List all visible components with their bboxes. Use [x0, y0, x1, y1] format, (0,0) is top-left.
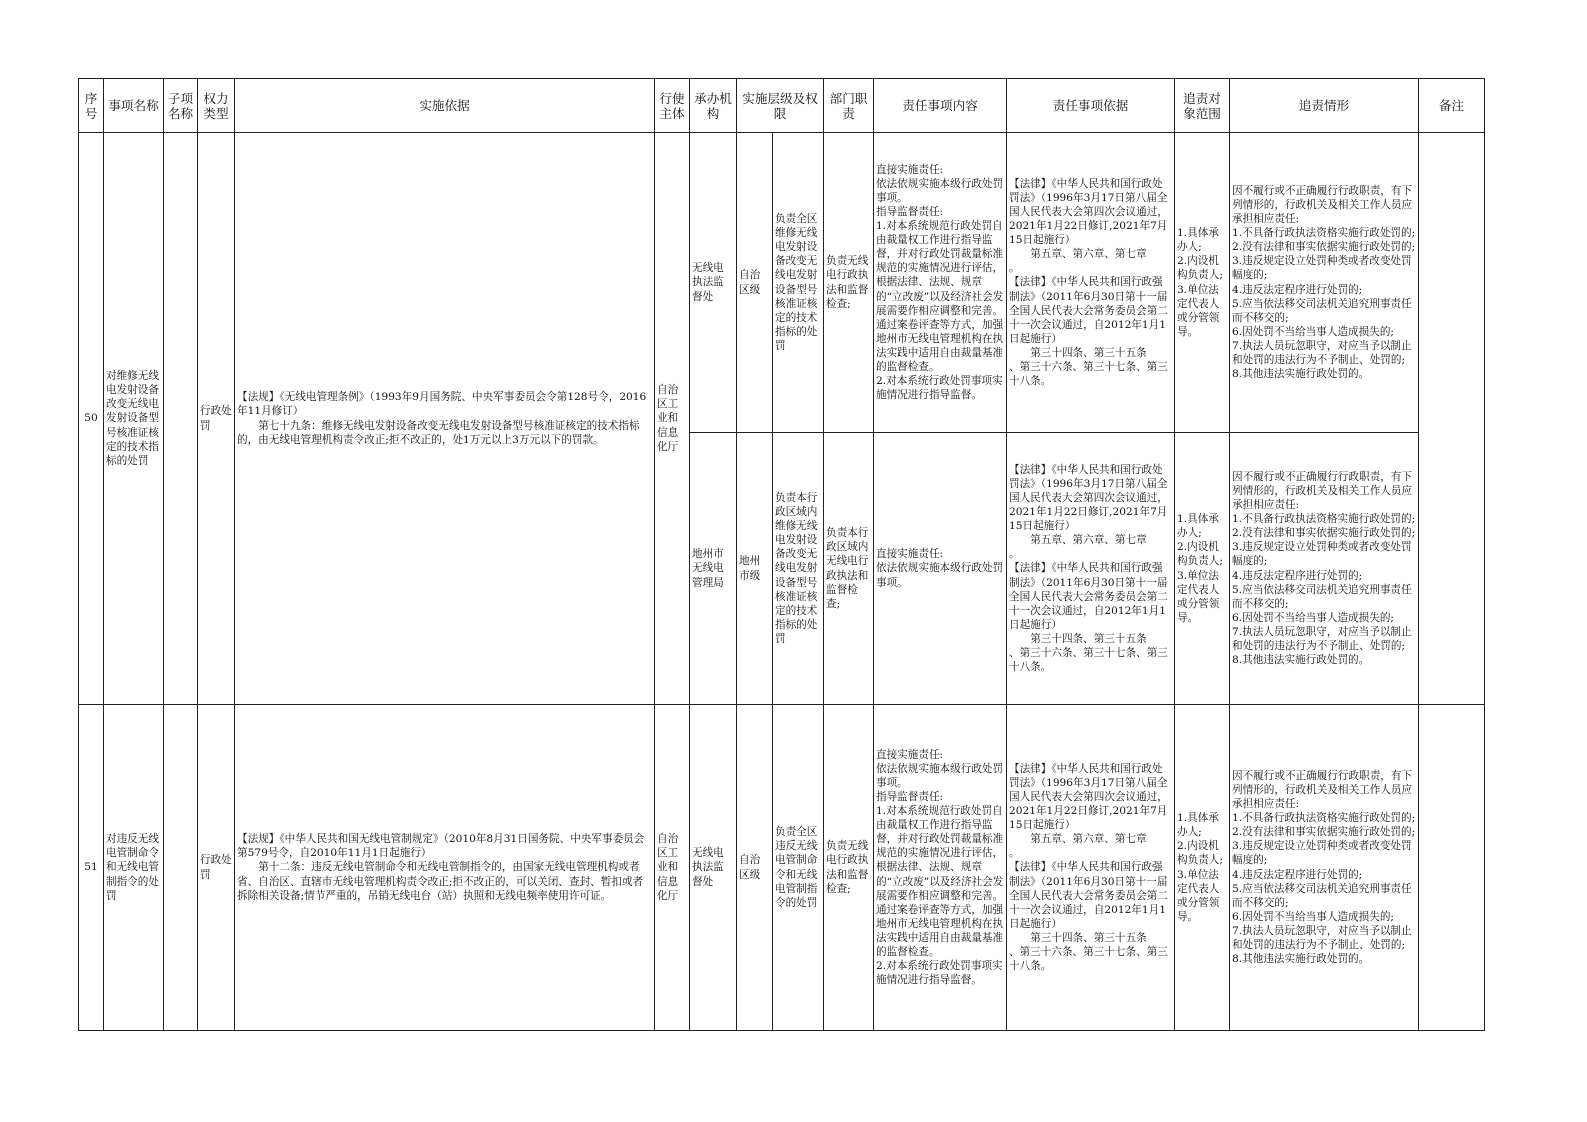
- implementation-basis: [235, 705, 655, 1031]
- exercise-subject: 自治区工业和信息化厅: [655, 133, 690, 705]
- authority-scope: 负责本行政区域内维修无线电发射设备改变无线电发射设备型号核准证核定的技术指标的处罚: [773, 433, 824, 705]
- basis-chapters-1: 第五章、第六章、第七章: [1030, 833, 1147, 846]
- item-no: 51: [79, 705, 104, 1031]
- basis-chapters-1: 第五章、第六章、第七章: [1030, 248, 1147, 261]
- accountability-scope: 1.具体承办人; 2.内设机构负责人; 3.单位法定代表人或分管领导。: [1175, 433, 1230, 705]
- basis-article: 第七十九条：维修无线电发射设备改变无线电发射设备型号核准证核定的技术指标的，由无线电管理机构责令改正;拒不改正的，处1万元以上3万元以下的罚款。: [237, 419, 640, 446]
- duty-basis: [1007, 433, 1175, 705]
- accountability-cases: 因不履行或不正确履行行政职责，有下列情形的，行政机关及相关工作人员应承担相应责任: 1.不具备行政执法资格实施行政处罚的; 2.没有法律和事实依据实施行政处罚的; 3.违反规定设立处罚种类或者改变处罚幅度的; 4.违反法定程序进行处罚的; 5.应当依法移交司法机关追究刑事责任而不移交的; 6.因处罚不当给当事人造成损失的; 7.执法人员玩忽职守，对应当予以制止和处罚的违法行为不予制止、处罚的; 8.其他违法实施行政处罚的。: [1230, 433, 1419, 705]
- basis-title: 【法规】《中华人民共和国无线电管制规定》（2010年8月31日国务院、中央军事委员会第579号令，自2010年11月1日起施行）: [237, 833, 645, 860]
- header-subject: 行使主体: [655, 79, 690, 133]
- accountability-scope: 1.具体承办人; 2.内设机构负责人; 3.单位法定代表人或分管领导。: [1175, 133, 1230, 433]
- implementation-basis: [235, 133, 655, 705]
- authority-scope: 负责全区违反无线电管制命令和无线电管制指令的处罚: [773, 705, 824, 1031]
- authority-scope: 负责全区维修无线电发射设备改变无线电发射设备型号核准证核定的技术指标的处罚: [773, 133, 824, 433]
- implementation-level: 自治区级: [737, 705, 773, 1031]
- table-row: [79, 705, 1485, 1031]
- item-no: 50: [79, 133, 104, 705]
- table-row: [79, 133, 1485, 433]
- basis-end-1: 。: [1009, 548, 1020, 561]
- header-duty-content: 责任事项内容: [874, 79, 1007, 133]
- basis-articles-2: 第三十四条、第三十五条: [1030, 931, 1147, 944]
- subitem-name: [164, 133, 198, 705]
- handling-org: 无线电执法监督处: [690, 133, 737, 433]
- header-basis: 实施依据: [235, 79, 655, 133]
- basis-articles-3: 、第三十六条、第三十七条、第三十八条。: [1009, 946, 1168, 973]
- basis-law-2: 【法律】《中华人民共和国行政强制法》（2011年6月30日第十一届全国人民代表大会常务委员会第二十一次会议通过，自2012年1月1日起施行）: [1009, 562, 1168, 631]
- header-accountability-scope: 追责对象范围: [1175, 79, 1230, 133]
- item-name: 对违反无线电管制命令和无线电管制指令的处罚: [104, 705, 164, 1031]
- basis-law-1: 【法律】《中华人民共和国行政处罚法》（1996年3月17日第八届全国人民代表大会第四次会议通过，2021年1月22日修订,2021年7月15日起施行）: [1009, 177, 1168, 247]
- dept-duty: 负责无线电行政执法和监督检查;: [824, 705, 874, 1031]
- header-handling-org: 承办机构: [690, 79, 737, 133]
- basis-articles-2: 第三十四条、第三十五条: [1030, 346, 1147, 359]
- basis-articles-3: 、第三十六条、第三十七条、第三十八条。: [1009, 647, 1168, 674]
- exercise-subject: 自治区工业和信息化厅: [655, 705, 690, 1031]
- implementation-level: 自治区级: [737, 133, 773, 433]
- handling-org: 地州市无线电管理局: [690, 433, 737, 705]
- duty-content: 直接实施责任: 依法依规实施本级行政处罚事项。 指导监督责任: 1.对本系统规范行政处罚自由裁量权工作进行指导监督，并对行政处罚裁量标准规范的实施情况进行评估，根据法律、法规、规章的“立改废”以及经济社会发展需要作相应调整和完善。通过案卷评查等方式，加强地州市无线电管理机构在执法实践中适用自由裁量基准的监督检查。 2.对本系统行政处罚事项实施情况进行指导监督。: [874, 705, 1007, 1031]
- duty-basis: [1007, 133, 1175, 433]
- basis-law-2: 【法律】《中华人民共和国行政强制法》（2011年6月30日第十一届全国人民代表大会常务委员会第二十一次会议通过，自2012年1月1日起施行）: [1009, 276, 1168, 345]
- handling-org: 无线电执法监督处: [690, 705, 737, 1031]
- accountability-cases: 因不履行或不正确履行行政职责，有下列情形的，行政机关及相关工作人员应承担相应责任: 1.不具备行政执法资格实施行政处罚的; 2.没有法律和事实依据实施行政处罚的; 3.违反规定设立处罚种类或者改变处罚幅度的; 4.违反法定程序进行处罚的; 5.应当依法移交司法机关追究刑事责任而不移交的; 6.因处罚不当给当事人造成损失的; 7.执法人员玩忽职守，对应当予以制止和处罚的违法行为不予制止、处罚的; 8.其他违法实施行政处罚的。: [1230, 705, 1419, 1031]
- power-type: 行政处罚: [198, 705, 235, 1031]
- header-power-type: 权力类型: [198, 79, 235, 133]
- header-subitem-name: 子项名称: [164, 79, 198, 133]
- header-duty-basis: 责任事项依据: [1007, 79, 1175, 133]
- duty-basis: [1007, 705, 1175, 1031]
- basis-article: 第十二条：违反无线电管制命令和无线电管制指令的，由国家无线电管理机构或者省、自治区、直辖市无线电管理机构责令改正;拒不改正的，可以关闭、查封、暂扣或者拆除相关设备;情节严重的，吊销无线电台（站）执照和无线电频率使用许可证。: [237, 861, 644, 902]
- basis-law-1: 【法律】《中华人民共和国行政处罚法》（1996年3月17日第八届全国人民代表大会第四次会议通过，2021年1月22日修订,2021年7月15日起施行）: [1009, 762, 1168, 832]
- header-level-authority: 实施层级及权限: [737, 79, 824, 133]
- header-no: 序号: [79, 79, 104, 133]
- accountability-cases: 因不履行或不正确履行行政职责，有下列情形的，行政机关及相关工作人员应承担相应责任: 1.不具备行政执法资格实施行政处罚的; 2.没有法律和事实依据实施行政处罚的; 3.违反规定设立处罚种类或者改变处罚幅度的; 4.违反法定程序进行处罚的; 5.应当依法移交司法机关追究刑事责任而不移交的; 6.因处罚不当给当事人造成损失的; 7.执法人员玩忽职守，对应当予以制止和处罚的违法行为不予制止、处罚的; 8.其他违法实施行政处罚的。: [1230, 133, 1419, 433]
- basis-end-1: 。: [1009, 262, 1020, 275]
- remark: [1419, 705, 1485, 1031]
- header-remark: 备注: [1419, 79, 1485, 133]
- header-row: [79, 79, 1485, 133]
- basis-law-2: 【法律】《中华人民共和国行政强制法》（2011年6月30日第十一届全国人民代表大会常务委员会第二十一次会议通过，自2012年1月1日起施行）: [1009, 861, 1168, 930]
- duty-content: 直接实施责任: 依法依规实施本级行政处罚事项。: [874, 433, 1007, 705]
- dept-duty: 负责无线电行政执法和监督检查;: [824, 133, 874, 433]
- header-accountability-cases: 追责情形: [1230, 79, 1419, 133]
- basis-chapters-1: 第五章、第六章、第七章: [1030, 534, 1147, 547]
- subitem-name: [164, 705, 198, 1031]
- power-type: 行政处罚: [198, 133, 235, 705]
- dept-duty: 负责本行政区域内无线电行政执法和监督检查;: [824, 433, 874, 705]
- basis-law-1: 【法律】《中华人民共和国行政处罚法》（1996年3月17日第八届全国人民代表大会第四次会议通过，2021年1月22日修订,2021年7月15日起施行）: [1009, 463, 1168, 533]
- duty-content: 直接实施责任: 依法依规实施本级行政处罚事项。 指导监督责任: 1.对本系统规范行政处罚自由裁量权工作进行指导监督，并对行政处罚裁量标准规范的实施情况进行评估，根据法律、法规、规章的“立改废”以及经济社会发展需要作相应调整和完善。通过案卷评查等方式，加强地州市无线电管理机构在执法实践中适用自由裁量基准的监督检查。 2.对本系统行政处罚事项实施情况进行指导监督。: [874, 133, 1007, 433]
- basis-title: 【法规】《无线电管理条例》（1993年9月国务院、中央军事委员会令第128号令，2016年11月修订）: [237, 391, 647, 418]
- basis-articles-3: 、第三十六条、第三十七条、第三十八条。: [1009, 361, 1168, 388]
- accountability-scope: 1.具体承办人; 2.内设机构负责人; 3.单位法定代表人或分管领导。: [1175, 705, 1230, 1031]
- basis-articles-2: 第三十四条、第三十五条: [1030, 632, 1147, 645]
- implementation-level: 地州市级: [737, 433, 773, 705]
- item-name: 对维修无线电发射设备改变无线电发射设备型号核准证核定的技术指标的处罚: [104, 133, 164, 705]
- header-item-name: 事项名称: [104, 79, 164, 133]
- responsibility-table: [78, 78, 1485, 1031]
- remark: [1419, 133, 1485, 705]
- header-dept-duty: 部门职责: [824, 79, 874, 133]
- basis-end-1: 。: [1009, 847, 1020, 860]
